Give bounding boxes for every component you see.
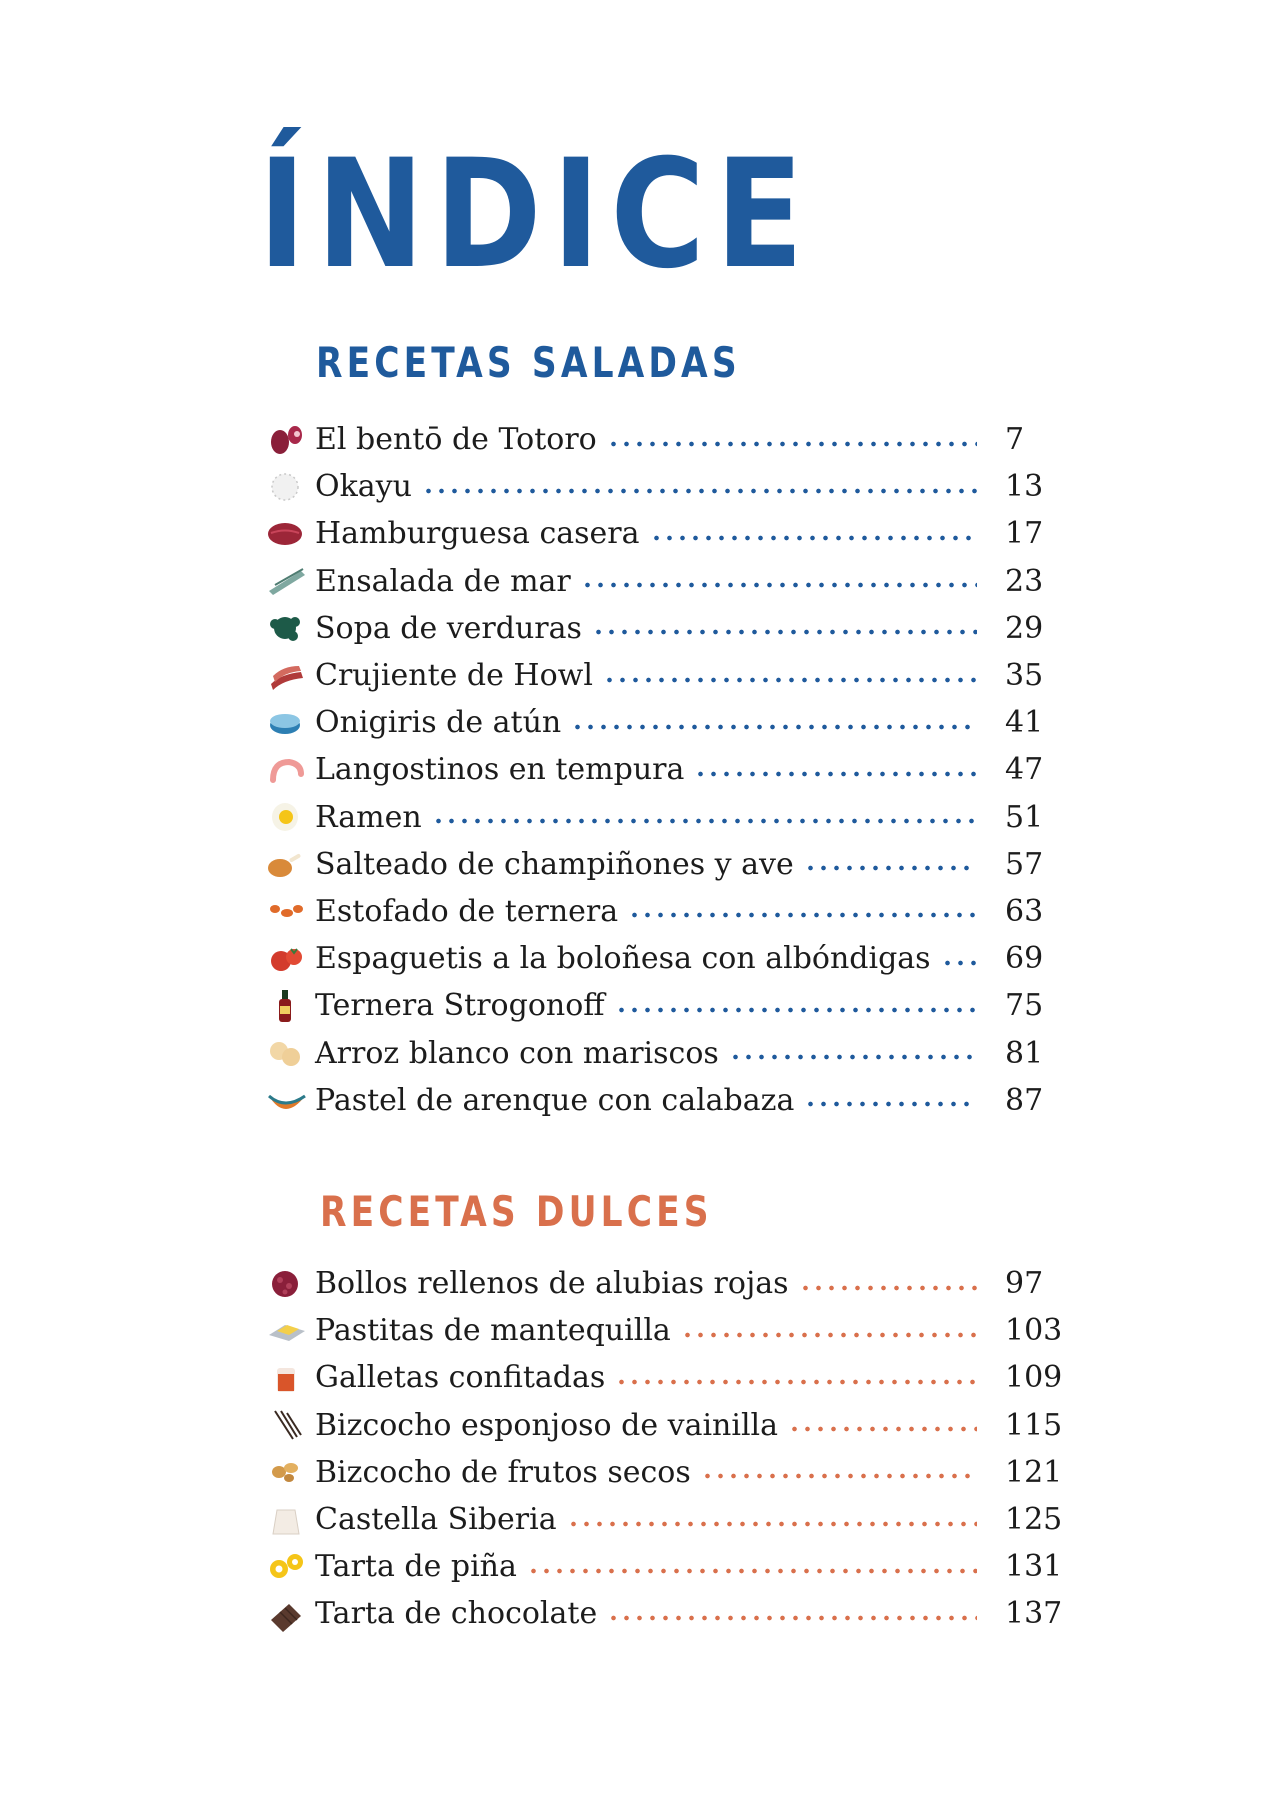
- recipe-title: El bentō de Totoro: [315, 422, 597, 458]
- sweet-recipe-list: [265, 1260, 1085, 1638]
- recipe-title: Pastel de arenque con calabaza: [315, 1082, 795, 1118]
- page-number: 81: [1005, 1035, 1044, 1071]
- sweet-recipe-entry: [265, 1307, 1085, 1354]
- sweet-recipe-entry: [265, 1543, 1085, 1590]
- recipe-title: Arroz blanco con mariscos: [315, 1035, 719, 1071]
- recipe-title: Tarta de piña: [315, 1549, 517, 1585]
- savory-recipe-entry: [265, 510, 1085, 557]
- dot-leader: [603, 677, 977, 683]
- spinach-icon: [265, 608, 315, 648]
- recipe-title: Bizcocho esponjoso de vainilla: [315, 1407, 779, 1443]
- dot-leader: [615, 1007, 977, 1013]
- dot-leader: [422, 488, 977, 494]
- recipe-title: Ensalada de mar: [315, 563, 571, 599]
- chocolate-bar-icon: [265, 1594, 315, 1634]
- sweet-section-heading: RECETAS DULCES: [320, 1187, 713, 1236]
- carrot-slices-icon: [265, 891, 315, 931]
- savory-recipe-list: [265, 416, 1085, 1124]
- recipe-title: Hamburguesa casera: [315, 516, 640, 552]
- sweet-recipe-entry: [265, 1449, 1085, 1496]
- jam-jar-icon: [265, 1358, 315, 1398]
- dot-leader: [804, 865, 977, 871]
- recipe-title: Pastitas de mantequilla: [315, 1313, 671, 1349]
- savory-recipe-entry: [265, 935, 1085, 982]
- recipe-title: Bizcocho de frutos secos: [315, 1454, 691, 1490]
- recipe-title: Espaguetis a la boloñesa con albóndigas: [315, 941, 931, 977]
- dot-leader: [581, 582, 977, 588]
- savory-section-heading: RECETAS SALADAS: [316, 338, 741, 387]
- savory-recipe-entry: [265, 1077, 1085, 1124]
- page-number: 75: [1005, 988, 1044, 1024]
- page-number: 47: [1005, 752, 1044, 788]
- page-number: 109: [1005, 1360, 1063, 1396]
- page-number: 69: [1005, 941, 1044, 977]
- page-number: 115: [1005, 1407, 1063, 1443]
- beans-icon: [265, 420, 315, 460]
- page-number: 131: [1005, 1549, 1063, 1585]
- tomato-icon: [265, 939, 315, 979]
- dot-leader: [592, 629, 977, 635]
- vanilla-pods-icon: [265, 1405, 315, 1445]
- dot-leader: [701, 1473, 977, 1479]
- recipe-title: Ternera Strogonoff: [315, 988, 605, 1024]
- recipe-title: Bollos rellenos de alubias rojas: [315, 1266, 789, 1302]
- pumpkin-slice-icon: [265, 1080, 315, 1120]
- recipe-title: Langostinos en tempura: [315, 752, 685, 788]
- shrimp-icon: [265, 750, 315, 790]
- dot-leader: [941, 960, 977, 966]
- dot-leader: [567, 1521, 977, 1527]
- dot-leader: [607, 441, 977, 447]
- savory-recipe-entry: [265, 982, 1085, 1029]
- page-number: 87: [1005, 1082, 1044, 1118]
- page-number: 121: [1005, 1454, 1063, 1490]
- recipe-title: Sopa de verduras: [315, 610, 582, 646]
- recipe-title: Ramen: [315, 799, 422, 835]
- page-number: 13: [1005, 469, 1044, 505]
- savory-recipe-entry: [265, 416, 1085, 463]
- page-number: 63: [1005, 893, 1044, 929]
- sweet-recipe-entry: [265, 1496, 1085, 1543]
- recipe-title: Galletas confitadas: [315, 1360, 606, 1396]
- page-number: 35: [1005, 658, 1044, 694]
- nuts-icon: [265, 1452, 315, 1492]
- tuna-can-icon: [265, 703, 315, 743]
- scallops-icon: [265, 1033, 315, 1073]
- page-number: 51: [1005, 799, 1044, 835]
- savory-recipe-entry: [265, 1029, 1085, 1076]
- dot-leader: [804, 1101, 977, 1107]
- recipe-title: Salteado de champiñones y ave: [315, 846, 794, 882]
- savory-recipe-entry: [265, 463, 1085, 510]
- savory-recipe-entry: [265, 605, 1085, 652]
- dot-leader: [571, 724, 977, 730]
- bacon-icon: [265, 656, 315, 696]
- page-number: 57: [1005, 846, 1044, 882]
- savory-recipe-entry: [265, 652, 1085, 699]
- page-number: 23: [1005, 563, 1044, 599]
- egg-icon: [265, 797, 315, 837]
- dot-leader: [681, 1332, 977, 1338]
- butter-icon: [265, 1311, 315, 1351]
- dot-leader: [650, 535, 977, 541]
- sweet-recipe-entry: [265, 1354, 1085, 1401]
- sweet-recipe-entry: [265, 1260, 1085, 1307]
- seaweed-fish-icon: [265, 561, 315, 601]
- page-number: 29: [1005, 610, 1044, 646]
- savory-recipe-entry: [265, 746, 1085, 793]
- savory-recipe-entry: [265, 794, 1085, 841]
- recipe-title: Okayu: [315, 469, 412, 505]
- sweet-recipe-entry: [265, 1402, 1085, 1449]
- recipe-title: Crujiente de Howl: [315, 658, 593, 694]
- page-number: 41: [1005, 705, 1044, 741]
- flour-sack-icon: [265, 1500, 315, 1540]
- dot-leader: [615, 1379, 977, 1385]
- page-number: 7: [1005, 422, 1025, 458]
- recipe-title: Onigiris de atún: [315, 705, 562, 741]
- savory-recipe-entry: [265, 699, 1085, 746]
- page-number: 125: [1005, 1502, 1063, 1538]
- sweet-recipe-entry: [265, 1590, 1085, 1637]
- savory-recipe-entry: [265, 558, 1085, 605]
- dot-leader: [694, 771, 977, 777]
- burger-patty-icon: [265, 514, 315, 554]
- page-number: 137: [1005, 1596, 1063, 1632]
- recipe-title: Tarta de chocolate: [315, 1596, 598, 1632]
- recipe-title: Castella Siberia: [315, 1502, 557, 1538]
- red-beans-icon: [265, 1264, 315, 1304]
- page-number: 17: [1005, 516, 1044, 552]
- savory-recipe-entry: [265, 841, 1085, 888]
- dot-leader: [432, 818, 977, 824]
- page-number: 103: [1005, 1313, 1063, 1349]
- dot-leader: [527, 1568, 977, 1574]
- dot-leader: [788, 1426, 977, 1432]
- page-title: ÍNDICE: [258, 128, 814, 302]
- wine-bottle-icon: [265, 986, 315, 1026]
- dot-leader: [628, 912, 977, 918]
- recipe-title: Estofado de ternera: [315, 893, 619, 929]
- rice-icon: [265, 467, 315, 507]
- savory-recipe-entry: [265, 888, 1085, 935]
- pineapple-rings-icon: [265, 1547, 315, 1587]
- dot-leader: [729, 1054, 977, 1060]
- page-number: 97: [1005, 1266, 1044, 1302]
- dot-leader: [799, 1285, 977, 1291]
- chicken-leg-icon: [265, 844, 315, 884]
- dot-leader: [607, 1615, 977, 1621]
